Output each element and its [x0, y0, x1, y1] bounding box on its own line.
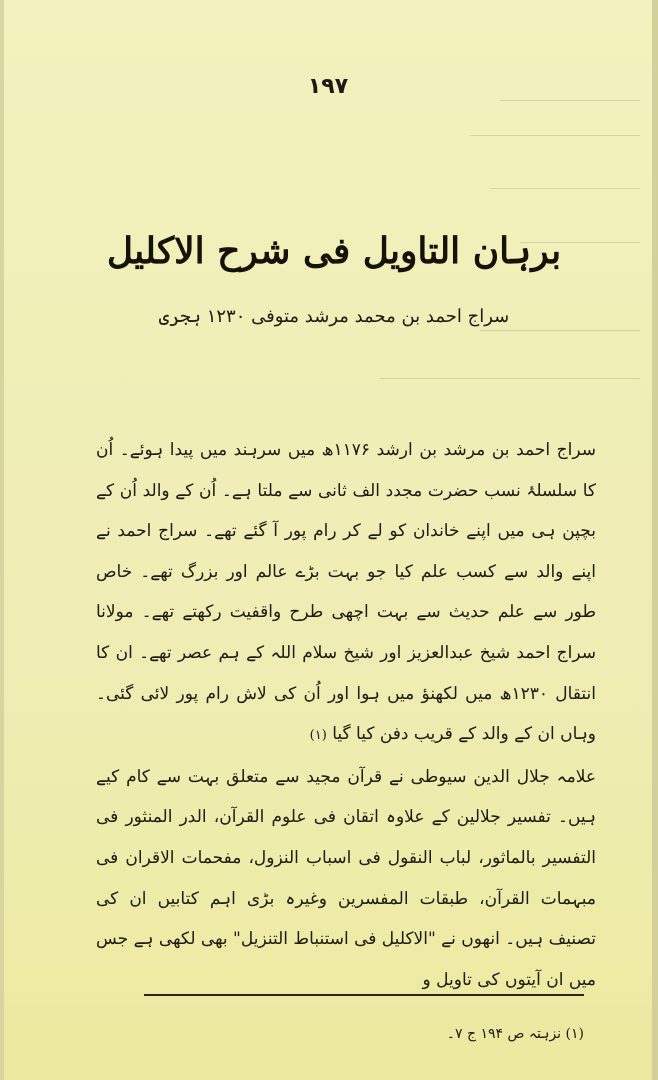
paragraph-biography	[96, 430, 596, 757]
author-line: سراج احمد بن محمد مرشد متوفی ۱۲۳۰ ہجری	[158, 306, 510, 327]
footnote-divider	[144, 994, 584, 996]
page-number: ۱۹۷	[307, 74, 349, 99]
paragraph-text: علامہ جلال الدین سیوطی نے قرآن مجید سے متعلق بہت سے کام کیے ہیں۔ تفسیر جلالین کے علاوہ اتقان فی علوم القرآن، الدر المنثور فی التفسیر بالماثور، لباب النقول فی اسباب النزول، مفحمات الاقران فی مبہمات القرآن، طبقات المفسرین وغیرہ بڑی اہم کتابیں ان کی تصنیف ہیں۔ انھوں نے "الاکلیل فی استنباط التنزیل" بھی لکھی ہے جس میں ان آیتوں کی تاویل و	[96, 766, 596, 990]
bleed-through-line	[500, 100, 640, 101]
bleed-through-line	[490, 188, 640, 189]
bleed-through-line	[380, 378, 640, 379]
body-text	[96, 430, 596, 1000]
paragraph-suyuti	[96, 757, 596, 1001]
footnote: (۱) نزہتہ ص ۱۹۴ ج ۷۔	[446, 1026, 584, 1042]
page-title: برہان التاویل فی شرح الاکلیل	[106, 230, 562, 272]
bleed-through-line	[480, 330, 640, 331]
paragraph-text: سراج احمد بن مرشد بن ارشد ۱۱۷۶ھ میں سرہند میں پیدا ہوئے۔ اُن کا سلسلۂ نسب حضرت مجدد الف ثانی سے ملتا ہے۔ اُن کے والد اُن کے بچپن ہی میں اپنے خاندان کو لے کر رام پور آ گئے تھے۔ سراج احمد نے اپنے والد سے کسب علم کیا جو بہت بڑے عالم اور بزرگ تھے۔ خاص طور سے علم حدیث سے بہت اچھی طرح واقفیت رکھتے تھے۔ مولانا سراج احمد شیخ عبدالعزیز اور شیخ سلام اللہ کے ہم عصر تھے۔ ان کا انتقال ۱۲۳۰ھ میں لکھنؤ میں ہوا اور اُن کی لاش رام پور لائی گئی۔ وہاں ان کے والد کے قریب دفن کیا گیا	[96, 440, 597, 745]
footnote-reference: (۱)	[309, 728, 327, 744]
bleed-through-line	[470, 135, 640, 136]
